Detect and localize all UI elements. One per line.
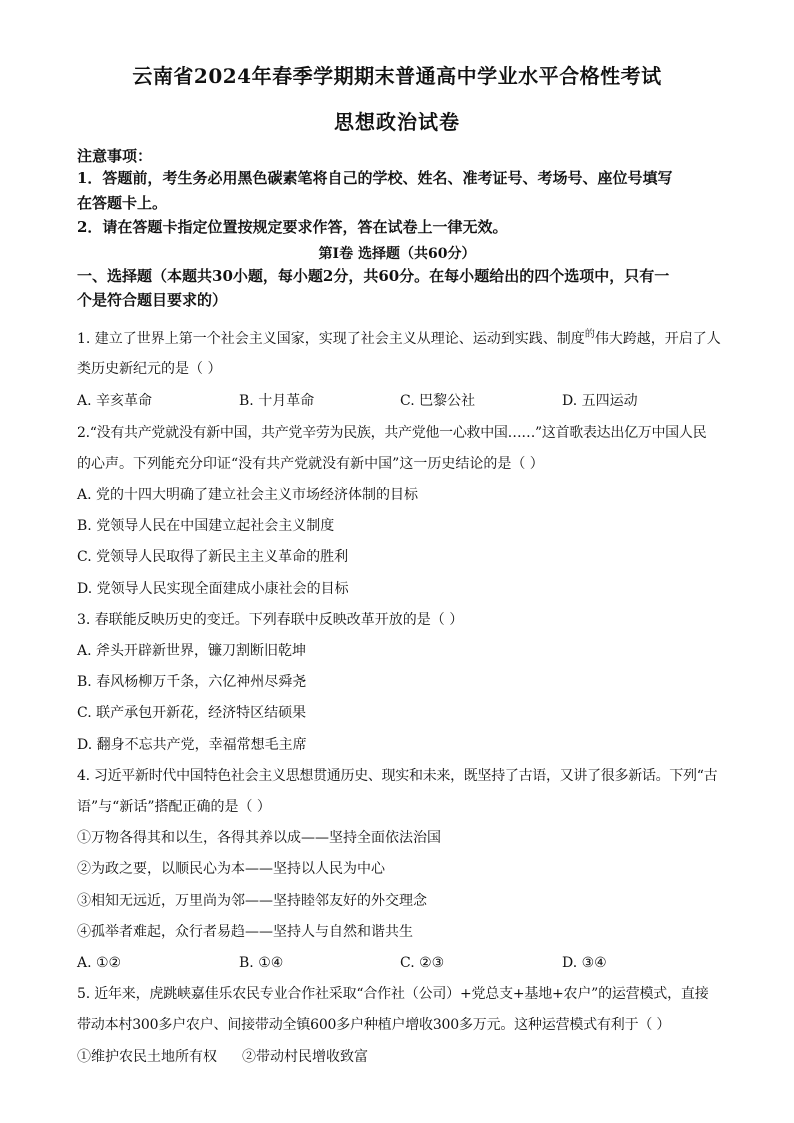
question-2-option-b: B. 党领导人民在中国建立起社会主义制度: [77, 518, 335, 534]
question-3-option-b: B. 春风杨柳万千条，六亿神州尽舜尧: [77, 674, 307, 690]
section-1-instruction-line-2: 个是符合题目要求的）: [77, 291, 228, 309]
question-2-line-1: 2.“没有共产党就没有新中国，共产党辛劳为民族，共产党他一心救中国……”这首歌表达出亿万中国人民: [77, 425, 707, 441]
notes-heading: 注意事项：: [77, 147, 153, 165]
question-2-option-a: A. 党的十四大明确了建立社会主义市场经济体制的目标: [77, 487, 419, 503]
question-5-item-2: ②带动村民增收致富: [242, 1049, 368, 1065]
question-3-option-a: A. 斧头开辟新世界，镰刀割断旧乾坤: [77, 643, 307, 659]
question-3-option-c: C. 联产承包开新花，经济特区结硕果: [77, 705, 307, 721]
note-item-1-line-1: 1．答题前，考生务必用黑色碳素笔将自己的学校、姓名、准考证号、考场号、座位号填写: [77, 169, 673, 187]
option-b: B. ①④: [239, 955, 284, 971]
question-4-line-1: 4. 习近平新时代中国特色社会主义思想贯通历史、现实和未来，既坚持了古语，又讲了很多新话。下列“古: [77, 768, 718, 784]
question-3-option-d: D. 翻身不忘共产党，幸福常想毛主席: [77, 737, 307, 753]
option-a: A. ①②: [77, 955, 122, 971]
note-item-2: 2．请在答题卡指定位置按规定要求作答，答在试卷上一律无效。: [77, 218, 508, 236]
exam-title: 云南省2024年春季学期期末普通高中学业水平合格性考试: [132, 64, 662, 88]
question-4-item-4: ④孤举者难起，众行者易趋——坚持人与自然和谐共生: [77, 924, 413, 940]
part-1-heading: 第Ⅰ卷 选择题（共60分）: [318, 246, 476, 262]
question-4-item-2: ②为政之要，以顺民心为本——坚持以人民为中心: [77, 861, 385, 877]
question-3-line-1: 3. 春联能反映历史的变迁。下列春联中反映改革开放的是（ ）: [77, 612, 464, 628]
option-c: C. ②③: [400, 955, 445, 971]
question-1-line-1: [77, 324, 727, 350]
question-2-option-d: D. 党领导人民实现全面建成小康社会的目标: [77, 581, 349, 597]
question-5-line-1: 5. 近年来，虎跳峡嘉佳乐农民专业合作社采取“合作社（公司）+党总支+基地+农户”的运营模式，直接: [77, 986, 709, 1002]
option-d: D. ③④: [562, 955, 607, 971]
question-2-option-c: C. 党领导人民取得了新民主主义革命的胜利: [77, 549, 349, 565]
question-4-line-2: 语”与“新话”搭配正确的是（ ）: [77, 799, 271, 815]
question-4-options: [77, 952, 727, 974]
option-a: A. 辛亥革命: [77, 393, 153, 409]
question-5-item-1: ①维护农民土地所有权: [77, 1049, 217, 1065]
question-1-text-pre: 1. 建立了世界上第一个社会主义国家，实现了社会主义从理论、运动到实践、制度: [77, 331, 585, 347]
option-d: D. 五四运动: [562, 393, 638, 409]
question-5-line-2: 带动本村300多户农户、间接带动全镇600多户种植户增收300多万元。这种运营模式有利于（ ）: [77, 1017, 671, 1033]
question-5-items: [77, 1046, 727, 1068]
section-1-instruction-line-1: 一、选择题（本题共30小题，每小题2分，共60分。在每小题给出的四个选项中，只有一: [77, 267, 670, 285]
question-2-line-2: 的心声。下列能充分印证“没有共产党就没有新中国”这一历史结论的是（ ）: [77, 456, 544, 472]
question-1-text-sup: 的: [584, 329, 595, 340]
question-1-text-post: 伟大跨越，开启了人: [594, 331, 721, 347]
option-b: B. 十月革命: [239, 393, 315, 409]
question-1-line-2: 类历史新纪元的是（ ）: [77, 361, 222, 377]
question-1-options: [77, 390, 727, 412]
note-item-1-line-2: 在答题卡上。: [77, 194, 168, 212]
option-c: C. 巴黎公社: [400, 393, 476, 409]
question-4-item-1: ①万物各得其和以生，各得其养以成——坚持全面依法治国: [77, 830, 441, 846]
question-4-item-3: ③相知无远近，万里尚为邻——坚持睦邻友好的外交理念: [77, 893, 427, 909]
exam-subtitle: 思想政治试卷: [334, 110, 460, 134]
